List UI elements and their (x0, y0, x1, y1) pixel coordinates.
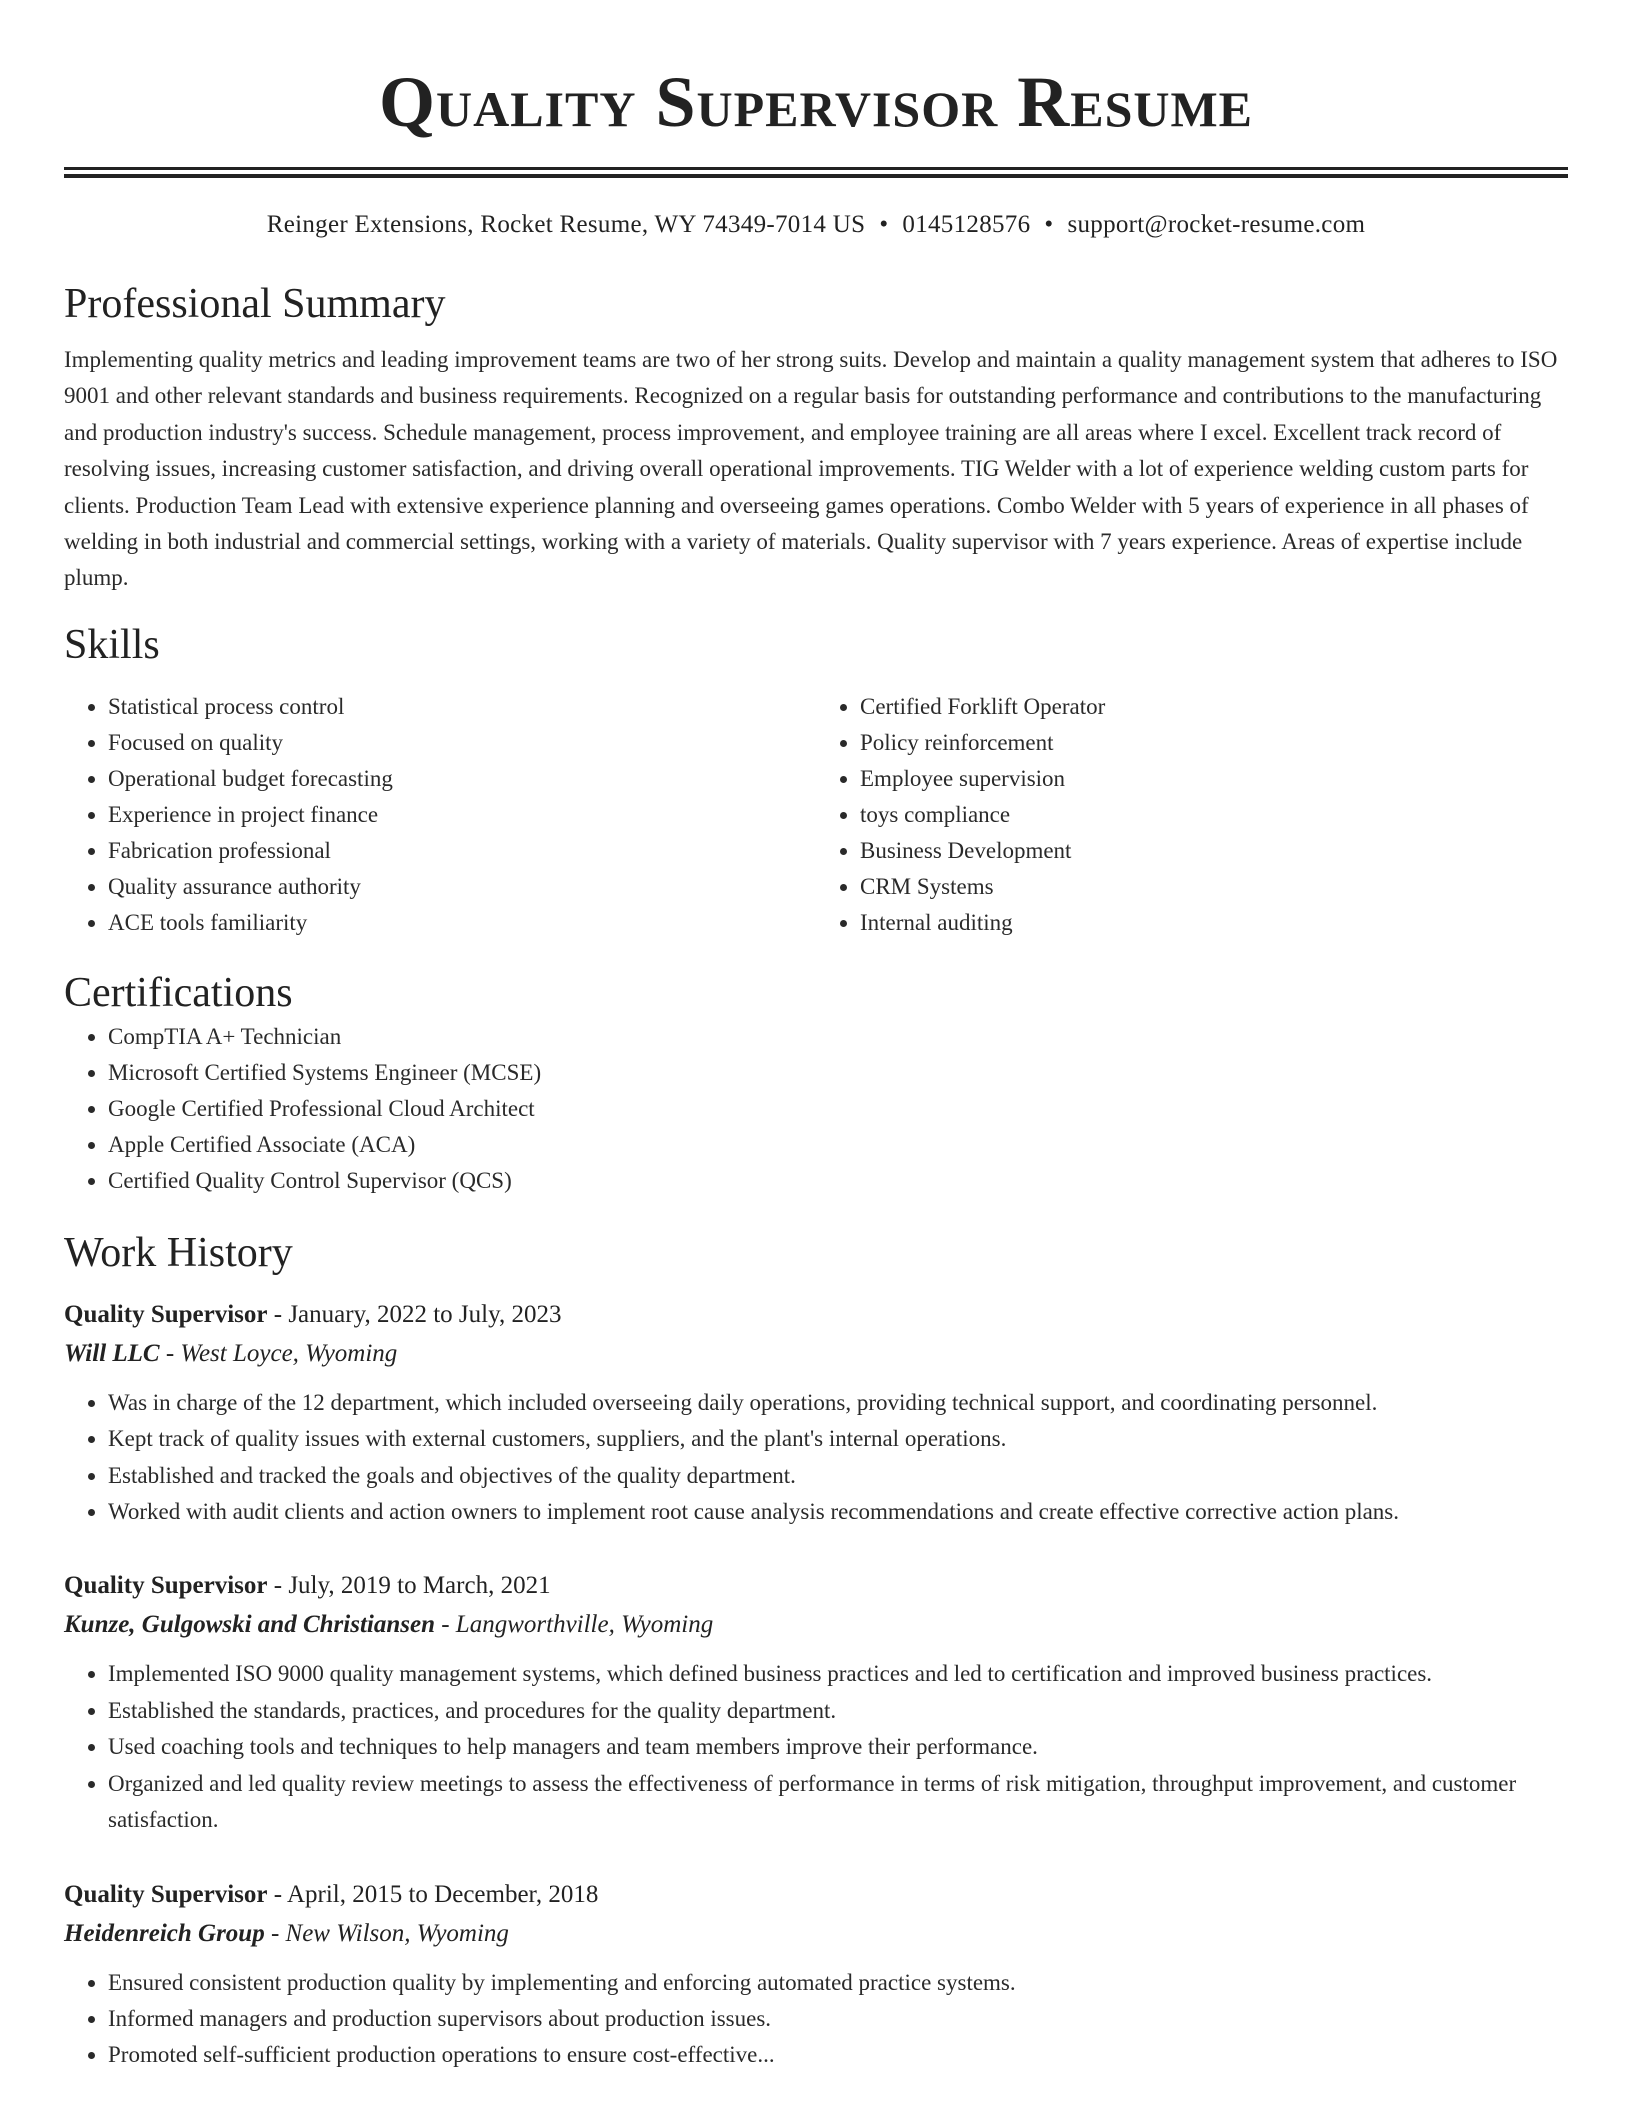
contact-separator: • (879, 211, 889, 238)
job-duty: • Worked with audit clients and action owners to implement root cause analysis recommendations and create effective corrective action plans. (108, 1494, 1568, 1530)
job-dates: - April, 2015 to December, 2018 (267, 1880, 599, 1908)
job-duty: • Established and tracked the goals and objectives of the quality department. (108, 1458, 1568, 1494)
skill-item: • Fabrication professional (108, 833, 816, 869)
skill-item: • Statistical process control (108, 689, 816, 725)
job-duty: • Used coaching tools and techniques to help managers and team members improve their performance. (108, 1729, 1568, 1765)
contact-email: support@rocket-resume.com (1067, 211, 1366, 238)
certification-item: • CompTIA A+ Technician (108, 1019, 1568, 1055)
resume-title: Quality Supervisor Resume (378, 62, 1254, 142)
job-duty: • Organized and led quality review meetings to assess the effectiveness of performance in terms of risk mitigation, throughput improvement, and customer satisfaction. (108, 1766, 1568, 1839)
skill-item: • Quality assurance authority (108, 869, 816, 905)
job-duty: • Implemented ISO 9000 quality management systems, which defined business practices and led to certification and improved business practices. (108, 1656, 1568, 1692)
contact-phone: 0145128576 (902, 211, 1031, 238)
skills-list-left (64, 689, 816, 941)
skill-item: • Business Development (860, 833, 1568, 869)
job-duty: • Promoted self-sufficient production operations to ensure cost-effective... (108, 2037, 1568, 2073)
skill-item: • ACE tools familiarity (108, 905, 816, 941)
job-dates: - July, 2019 to March, 2021 (267, 1572, 551, 1600)
contact-separator: • (1044, 211, 1054, 238)
skill-item: • Operational budget forecasting (108, 761, 816, 797)
job-title: Quality Supervisor (64, 1572, 268, 1600)
job-duties-list (64, 1385, 1568, 1531)
job-company: Kunze, Gulgowski and Christiansen (64, 1611, 435, 1639)
skill-item: • Experience in project finance (108, 797, 816, 833)
job-title: Quality Supervisor (64, 1880, 268, 1908)
contact-line (64, 208, 1568, 242)
job-title-line (64, 1566, 1568, 1606)
skill-item: • toys compliance (860, 797, 1568, 833)
job-title-line (64, 1875, 1568, 1915)
certification-item: • Google Certified Professional Cloud Architect (108, 1091, 1568, 1127)
skill-item: • Employee supervision (860, 761, 1568, 797)
certification-item: • Certified Quality Control Supervisor (QCS) (108, 1163, 1568, 1199)
job-entry (64, 1566, 1568, 1838)
work-history-heading: Work History (64, 1229, 293, 1276)
skills-heading: Skills (64, 621, 160, 668)
job-location: - West Loyce, Wyoming (159, 1339, 398, 1367)
job-title: Quality Supervisor (64, 1300, 268, 1328)
certification-item: • Apple Certified Associate (ACA) (108, 1127, 1568, 1163)
job-dates: - January, 2022 to July, 2023 (267, 1300, 562, 1328)
certifications-list (64, 1019, 1568, 1199)
job-company: Heidenreich Group (64, 1919, 265, 1947)
skill-item: • Internal auditing (860, 905, 1568, 941)
job-entry (64, 1295, 1568, 1531)
job-company-line (64, 1915, 1568, 1953)
skill-item: • Focused on quality (108, 725, 816, 761)
job-location: - Langworthville, Wyoming (434, 1611, 714, 1639)
job-title-line (64, 1295, 1568, 1335)
summary-heading: Professional Summary (64, 281, 446, 327)
job-location: - New Wilson, Wyoming (264, 1919, 509, 1947)
title-divider (64, 167, 1568, 178)
job-entry (64, 1875, 1568, 2074)
job-duty: • Was in charge of the 12 department, which included overseeing daily operations, providing technical support, and coordinating personnel. (108, 1385, 1568, 1421)
contact-address: Reinger Extensions, Rocket Resume, WY 74349-7014 US (266, 211, 866, 238)
job-duties-list (64, 1965, 1568, 2074)
skills-columns (64, 689, 1568, 941)
job-company-line (64, 1335, 1568, 1373)
job-duty: • Informed managers and production supervisors about production issues. (108, 2001, 1568, 2037)
skill-item: • Policy reinforcement (860, 725, 1568, 761)
job-duty: • Ensured consistent production quality by implementing and enforcing automated practice systems. (108, 1965, 1568, 2001)
certifications-heading: Certifications (64, 969, 293, 1016)
job-company-line (64, 1606, 1568, 1644)
skill-item: • Certified Forklift Operator (860, 689, 1568, 725)
summary-text: Implementing quality metrics and leading improvement teams are two of her strong suits. Develop and maintain a quality management system that adheres to ISO 9001 and other relevant standards and business requirements. Recognized on a regular basis for outstanding performance and contributions to the manufacturing and production industry's success. Schedule management, process improvement, and employee training are all areas where I excel. Excellent track record of resolving issues, increasing customer satisfaction, and driving overall operational improvements. TIG Welder with a lot of experience welding custom parts for clients. Production Team Lead with extensive experience planning and overseeing games operations. Combo Welder with 5 years of experience in all phases of welding in both industrial and commercial settings, working with a variety of materials. Quality supervisor with 7 years experience. Areas of expertise include plump. (64, 347, 1558, 591)
job-duty: • Kept track of quality issues with external customers, suppliers, and the plant's internal operations. (108, 1421, 1568, 1457)
job-company: Will LLC (64, 1339, 160, 1367)
certification-item: • Microsoft Certified Systems Engineer (MCSE) (108, 1055, 1568, 1091)
job-duty: • Established the standards, practices, and procedures for the quality department. (108, 1693, 1568, 1729)
skills-list-right (816, 689, 1568, 941)
skill-item: • CRM Systems (860, 869, 1568, 905)
job-duties-list (64, 1656, 1568, 1838)
